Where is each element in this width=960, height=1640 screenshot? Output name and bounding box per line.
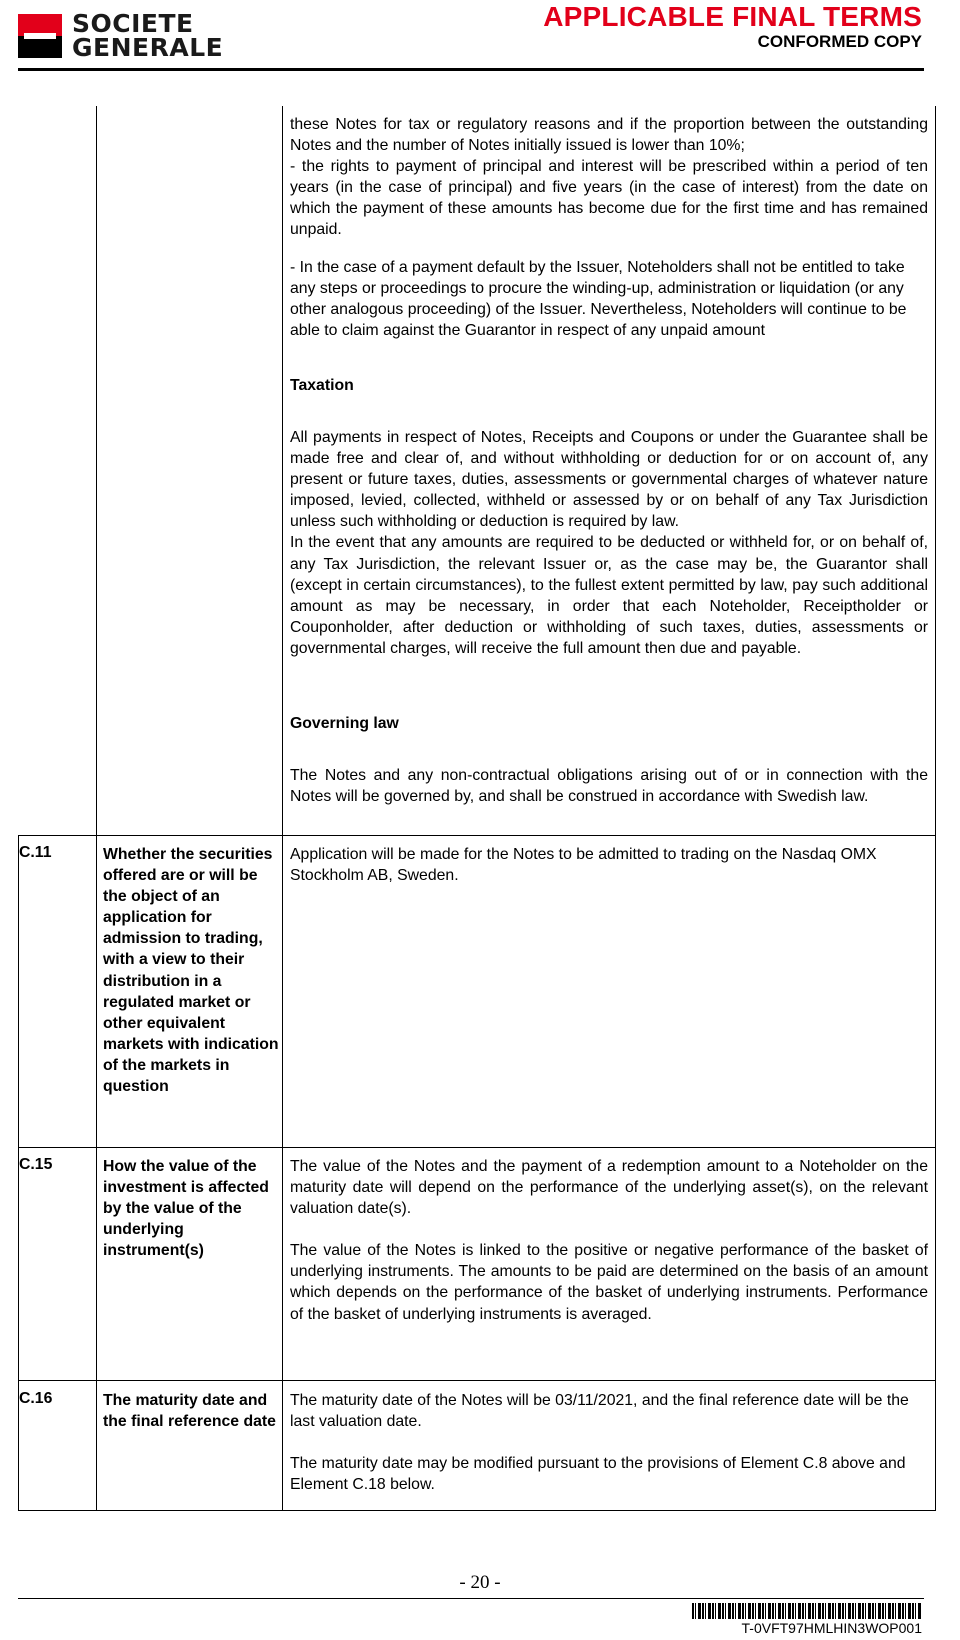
paragraph: these Notes for tax or regulatory reasons and if the proportion between the outstanding Notes and the number of Notes initially issued is lower than 10%; [290, 116, 928, 155]
logo-mark-icon [18, 14, 62, 58]
paragraph: All payments in respect of Notes, Receipts and Coupons or under the Guarantee shall be made free and clear of, and without withholding or deduction for or on account of, any present or future taxes, duties, assessments or governmental charges of whatever nature imposed, levied, collected, withheld or assessed by or on behalf of any Tax Jurisdiction unless such withholding or deduction is required by law. [290, 429, 928, 531]
element-code-c15: C.15 [19, 1156, 53, 1173]
governing-law-heading: Governing law [290, 715, 399, 732]
section-continued-text [290, 114, 928, 241]
element-code-c16: C.16 [19, 1390, 53, 1407]
element-title-c16: The maturity date and the final reference date [103, 1392, 276, 1431]
paragraph: The value of the Notes is linked to the positive or negative performance of the basket of underlying instruments. The amounts to be paid are determined on the basis of an amount which depends on the performance of the basket of underlying instruments. Performance of the basket of underlying instruments is averaged. [290, 1242, 928, 1323]
table-border-bottom [18, 1510, 936, 1511]
header-rule [18, 68, 924, 71]
element-text-c16 [290, 1390, 928, 1495]
element-code-c11: C.11 [19, 844, 52, 861]
taxation-heading: Taxation [290, 377, 354, 394]
document-reference: T-0VFT97HMLHIN3WOP001 [741, 1620, 922, 1636]
element-title-c15: How the value of the investment is affected by the value of the underlying instrument(s) [103, 1158, 269, 1260]
paragraph: The Notes and any non-contractual obligations arising out of or in connection with the Notes will be governed by, and shall be construed in accordance with Swedish law. [290, 767, 928, 806]
element-title-c11: Whether the securities offered are or will be the object of an application for admission to trading, with a view to their distribution in a regulated market or other equivalent markets with indication of the markets in question [103, 846, 279, 1096]
table-divider-code [96, 106, 97, 1510]
row-border-c11-top [18, 835, 936, 836]
paragraph: The maturity date may be modified pursuant to the provisions of Element C.8 above and Element C.18 below. [290, 1455, 906, 1494]
element-text-c15 [290, 1156, 928, 1325]
table-border-right [935, 106, 936, 1510]
paragraph: In the event that any amounts are required to be deducted or withheld for, or on behalf of, any Tax Jurisdiction, the relevant Issuer or, as the case may be, the Guarantor shall (except in certain circumstances), to the fullest extent permitted by law, pay such additional amount as may be necessary, in order that each Noteholder, Receiptholder or Couponholder, after deduction or withholding of such taxes, duties, assessments or governmental charges, will receive the full amount then due and payable. [290, 534, 928, 657]
societe-generale-logo [18, 9, 240, 62]
logo-wordmark: SOCIETE GENERALE [72, 9, 224, 62]
paragraph: The maturity date of the Notes will be 03/11/2021, and the final reference date will be the last valuation date. [290, 1392, 909, 1431]
payment-default-text [290, 257, 928, 341]
barcode-icon [692, 1603, 922, 1619]
governing-law-text [290, 765, 928, 807]
document-title: APPLICABLE FINAL TERMS [543, 1, 922, 32]
row-border-c16-top [18, 1380, 936, 1381]
page-number: - 20 - [459, 1572, 501, 1593]
document-subtitle: CONFORMED COPY [757, 32, 922, 51]
row-border-c15-top [18, 1147, 936, 1148]
taxation-text [290, 427, 928, 659]
table-divider-element [282, 106, 283, 1510]
paragraph: The value of the Notes and the payment of a redemption amount to a Noteholder on the maturity date will depend on the performance of the underlying asset(s), on the relevant valuation date(s). [290, 1158, 928, 1218]
element-text-c11 [290, 844, 928, 886]
paragraph: - In the case of a payment default by the Issuer, Noteholders shall not be entitled to take any steps or proceedings to procure the winding-up, administration or liquidation (or any other analogous proceeding) of the Issuer. Nevertheless, Noteholders will continue to be able to claim against the Guarantor in respect of any unpaid amount [290, 259, 907, 340]
footer-rule [18, 1598, 924, 1599]
paragraph: Application will be made for the Notes to be admitted to trading on the Nasdaq OMX Stockholm AB, Sweden. [290, 846, 877, 885]
paragraph: - the rights to payment of principal and interest will be prescribed within a period of ten years (in the case of principal) and five years (in the case of interest) from the date on which the payment of these amounts has become due for the first time and has remained unpaid. [290, 158, 928, 239]
